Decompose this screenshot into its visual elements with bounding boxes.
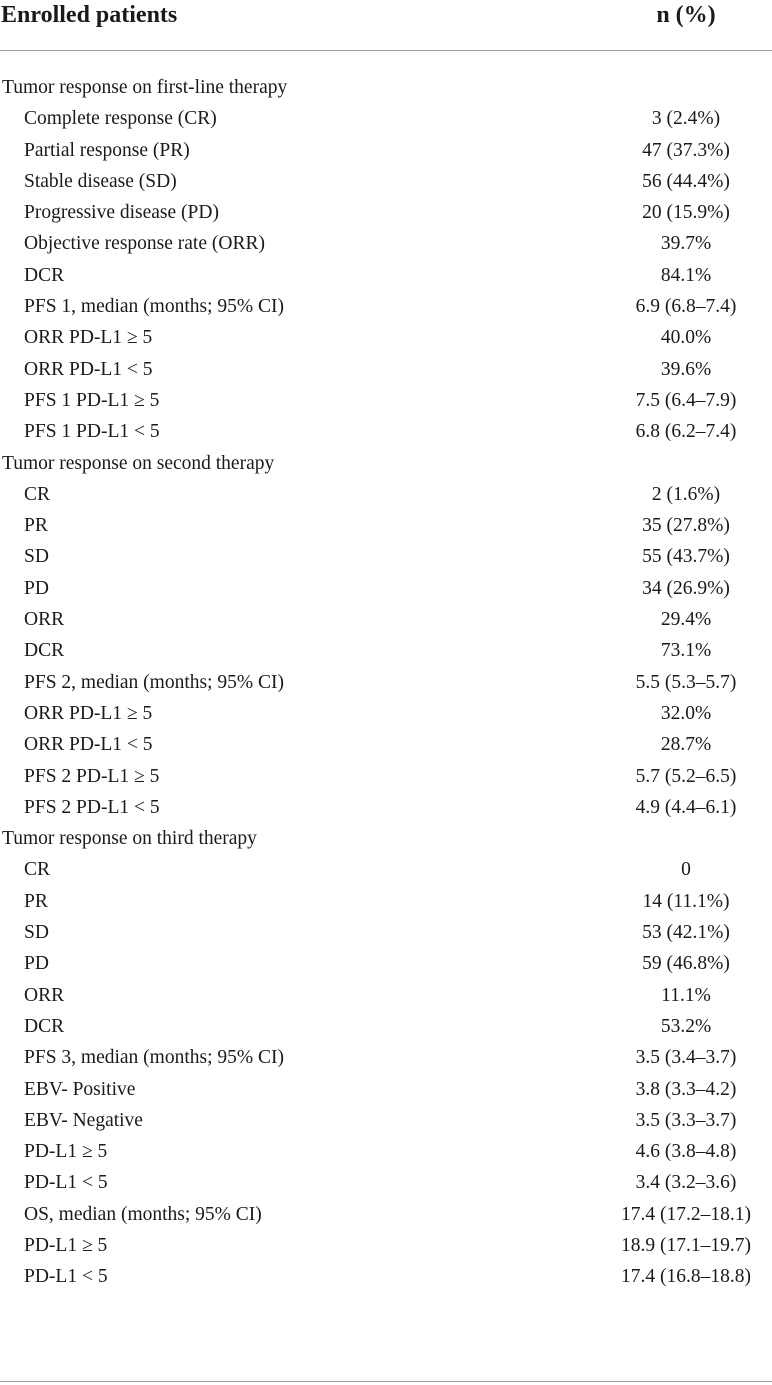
table-body (0, 72, 772, 1293)
row-value: 55 (43.7%) (642, 546, 730, 568)
row-label: ORR PD-L1 < 5 (24, 734, 153, 756)
row-value: 0 (681, 859, 691, 881)
table-row (0, 886, 772, 917)
table-row (0, 698, 772, 729)
row-label: PFS 3, median (months; 95% CI) (24, 1047, 285, 1069)
section-heading-row (0, 72, 772, 103)
row-label: DCR (24, 1015, 65, 1037)
section-label: Tumor response on second therapy (2, 452, 275, 474)
row-label: PFS 1 PD-L1 < 5 (24, 421, 160, 443)
row-label: PD-L1 < 5 (24, 1172, 108, 1194)
table-row (0, 354, 772, 385)
table-row (0, 135, 772, 166)
row-label: ORR PD-L1 ≥ 5 (24, 702, 153, 724)
row-label: PR (24, 515, 48, 537)
table-row (0, 541, 772, 572)
row-value: 17.4 (16.8–18.8) (621, 1266, 751, 1288)
row-value: 11.1% (661, 984, 711, 1006)
table-row (0, 1136, 772, 1167)
section-heading-row (0, 448, 772, 479)
row-value: 56 (44.4%) (642, 170, 730, 192)
row-label: PFS 1, median (months; 95% CI) (24, 296, 285, 318)
row-value: 6.9 (6.8–7.4) (635, 296, 737, 318)
table-row (0, 1199, 772, 1230)
row-label: Stable disease (SD) (24, 170, 177, 192)
table-row (0, 729, 772, 760)
section-label: Tumor response on first-line therapy (2, 77, 288, 98)
section-heading-row (0, 823, 772, 854)
row-label: DCR (24, 640, 65, 662)
row-value: 4.9 (4.4–6.1) (635, 796, 737, 818)
table-row (0, 1261, 772, 1292)
row-label: OS, median (months; 95% CI) (24, 1203, 262, 1225)
table-row (0, 291, 772, 322)
table-row (0, 416, 772, 447)
row-value: 4.6 (3.8–4.8) (635, 1141, 737, 1163)
row-label: EBV- Positive (24, 1078, 136, 1100)
row-value: 28.7% (660, 734, 712, 756)
row-label: EBV- Negative (24, 1109, 143, 1131)
row-value: 47 (37.3%) (642, 139, 730, 161)
table-row (0, 322, 772, 353)
row-label: Objective response rate (ORR) (24, 233, 265, 255)
row-label: ORR (24, 984, 65, 1006)
row-label: DCR (24, 264, 65, 286)
row-value: 3.8 (3.3–4.2) (635, 1078, 737, 1100)
table-row (0, 854, 772, 885)
row-value: 3 (2.4%) (651, 108, 721, 130)
row-value: 3.4 (3.2–3.6) (635, 1172, 737, 1194)
table-row (0, 228, 772, 259)
table-row (0, 792, 772, 823)
row-value: 40.0% (660, 327, 712, 349)
row-label: SD (24, 922, 49, 944)
table-row (0, 948, 772, 979)
row-value: 53 (42.1%) (642, 922, 730, 944)
row-value: 39.6% (660, 358, 712, 380)
row-label: PFS 2 PD-L1 ≥ 5 (24, 765, 160, 787)
row-value: 29.4% (660, 609, 712, 631)
row-value: 5.5 (5.3–5.7) (635, 671, 737, 693)
row-value: 2 (1.6%) (651, 483, 721, 505)
row-value: 34 (26.9%) (642, 577, 730, 599)
row-value: 73.1% (660, 640, 712, 662)
row-label: Partial response (PR) (24, 139, 190, 161)
bottom-rule (0, 1381, 772, 1382)
row-value: 14 (11.1%) (642, 890, 730, 912)
table-row (0, 604, 772, 635)
row-value: 39.7% (660, 233, 712, 255)
row-value: 6.8 (6.2–7.4) (635, 421, 737, 443)
table-row (0, 103, 772, 134)
row-label: CR (24, 483, 51, 505)
row-value: 84.1% (660, 264, 712, 286)
row-value: 53.2% (660, 1015, 712, 1037)
row-value: 32.0% (660, 702, 712, 724)
table-row (0, 166, 772, 197)
row-label: PFS 1 PD-L1 ≥ 5 (24, 389, 160, 411)
table-row (0, 260, 772, 291)
table-row (0, 917, 772, 948)
table-header (0, 0, 772, 48)
table-row (0, 635, 772, 666)
row-label: Complete response (CR) (24, 108, 217, 130)
row-value: 35 (27.8%) (642, 515, 730, 537)
table-row (0, 761, 772, 792)
table-row (0, 667, 772, 698)
row-value: 17.4 (17.2–18.1) (621, 1203, 751, 1225)
table-row (0, 1011, 772, 1042)
table-row (0, 1105, 772, 1136)
row-value: 7.5 (6.4–7.9) (635, 389, 737, 411)
table-row (0, 1074, 772, 1105)
section-label: Tumor response on third therapy (2, 828, 257, 850)
row-label: CR (24, 859, 51, 881)
header-label: Enrolled patients (1, 2, 178, 28)
row-value: 3.5 (3.4–3.7) (635, 1047, 737, 1069)
row-label: PD-L1 ≥ 5 (24, 1141, 108, 1163)
row-label: PD (24, 953, 49, 975)
table-row (0, 510, 772, 541)
table-row (0, 1042, 772, 1073)
header-rule (0, 50, 772, 51)
row-value: 3.5 (3.3–3.7) (635, 1109, 737, 1131)
row-label: PFS 2, median (months; 95% CI) (24, 671, 285, 693)
row-label: PD-L1 < 5 (24, 1266, 108, 1288)
row-value: 59 (46.8%) (642, 953, 730, 975)
table-row (0, 1230, 772, 1261)
row-label: ORR PD-L1 ≥ 5 (24, 327, 153, 349)
row-label: PD (24, 577, 49, 599)
row-label: PFS 2 PD-L1 < 5 (24, 796, 160, 818)
table-row (0, 573, 772, 604)
row-value: 20 (15.9%) (642, 202, 730, 224)
row-label: SD (24, 546, 49, 568)
row-value: 5.7 (5.2–6.5) (635, 765, 737, 787)
row-value: 18.9 (17.1–19.7) (621, 1234, 751, 1256)
table-row (0, 197, 772, 228)
row-label: PR (24, 890, 48, 912)
table-row (0, 1167, 772, 1198)
table-row (0, 385, 772, 416)
header-value: n (%) (656, 2, 716, 28)
row-label: PD-L1 ≥ 5 (24, 1234, 108, 1256)
row-label: ORR (24, 609, 65, 631)
table-row (0, 479, 772, 510)
table-row (0, 980, 772, 1011)
row-label: ORR PD-L1 < 5 (24, 358, 153, 380)
row-label: Progressive disease (PD) (24, 202, 219, 224)
